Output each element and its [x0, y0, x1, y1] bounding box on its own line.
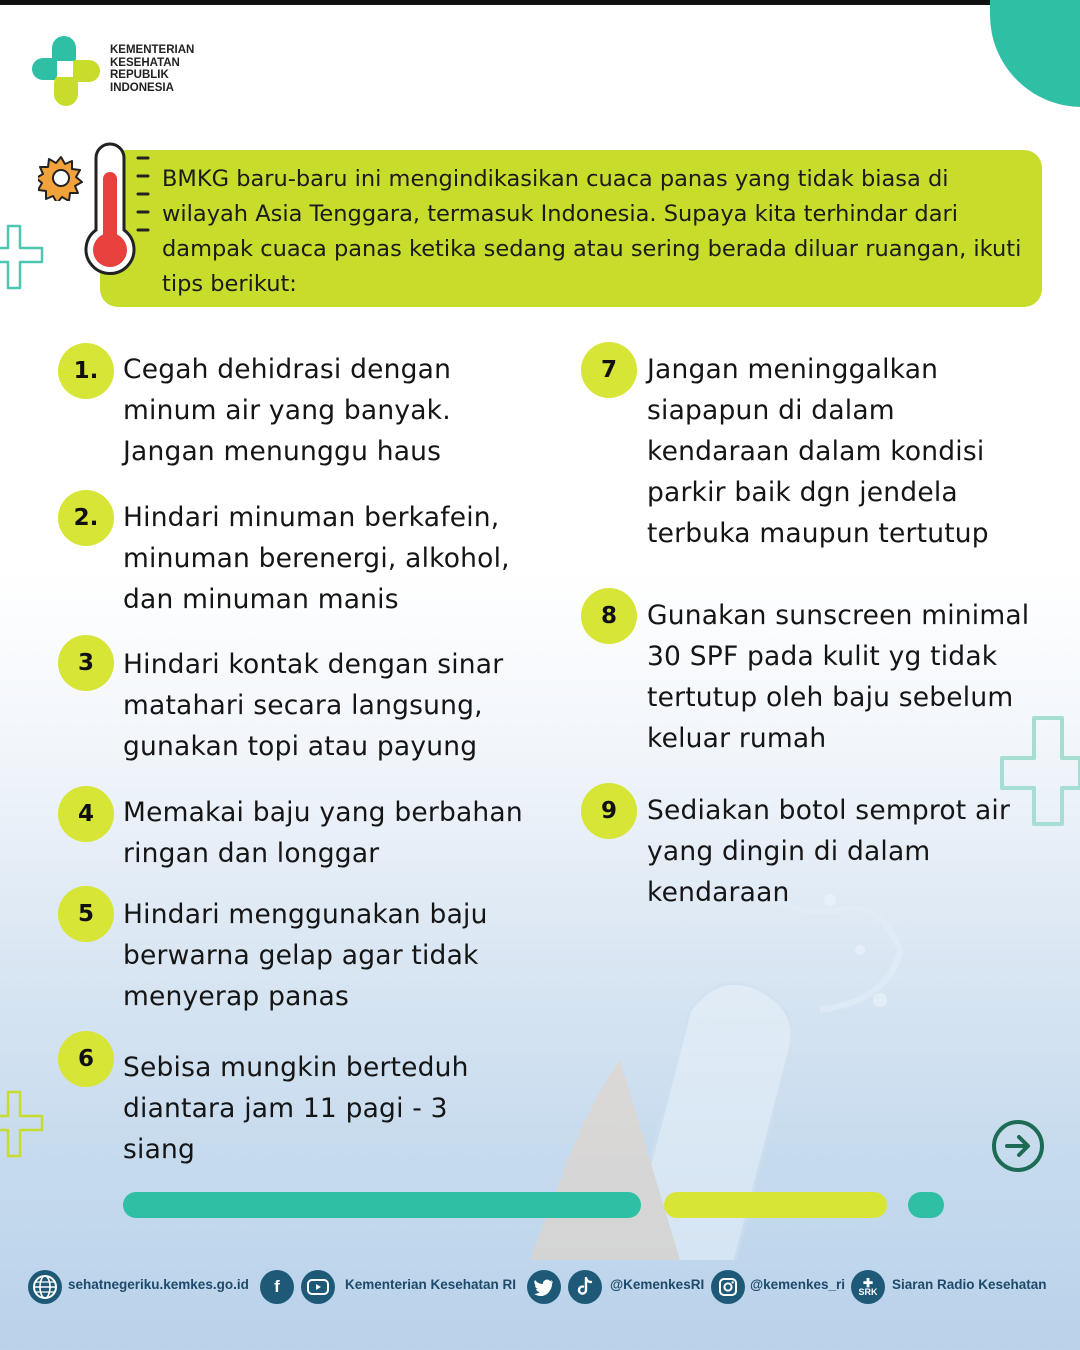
instagram-handle[interactable]: @kemenkes_ri	[750, 1277, 845, 1292]
tip-text: Gunakan sunscreen minimal 30 SPF pada kulit yg tidak tertutup oleh baju sebelum keluar rumah	[647, 600, 1030, 754]
logo-line: KESEHATAN	[110, 56, 180, 69]
slide-indicator-current[interactable]	[123, 1192, 641, 1218]
tip-text: Memakai baju yang berbahan ringan dan longgar	[123, 797, 523, 869]
sun-icon	[38, 155, 84, 201]
footer	[0, 1262, 1080, 1312]
tip-text: Cegah dehidrasi dengan minum air yang banyak. Jangan menunggu haus	[123, 354, 452, 467]
logo-line: KEMENTERIAN	[110, 44, 195, 56]
youtube-channel-link[interactable]: Kementerian Kesehatan RI	[345, 1277, 517, 1292]
facebook-icon[interactable]: f	[260, 1270, 294, 1304]
tip-text: Sediakan botol semprot air yang dingin di dalam kendaraan	[647, 795, 1011, 908]
tip-number-badge: 9	[581, 783, 637, 839]
radio-plus-glyph: ✚	[862, 1275, 874, 1290]
youtube-icon[interactable]	[301, 1270, 335, 1304]
thermometer-icon	[82, 142, 152, 282]
tip-number-badge: 3	[58, 635, 114, 691]
tip-number-badge: 6	[58, 1031, 114, 1087]
slide-indicator[interactable]	[664, 1192, 887, 1218]
instagram-icon[interactable]	[711, 1270, 745, 1304]
radio-link[interactable]: Siaran Radio Kesehatan	[892, 1277, 1047, 1292]
tip-text: Sebisa mungkin berteduh diantara jam 11 pagi - 3 siang	[123, 1052, 469, 1165]
tip-number-badge: 4	[58, 786, 114, 842]
tip-text: Jangan meninggalkan siapapun di dalam kendaraan dalam kondisi parkir baik dgn jendela terbuka maupun tertutup	[647, 354, 989, 549]
tip-number-badge: 1.	[58, 343, 114, 399]
twitter-icon[interactable]	[527, 1270, 561, 1304]
logo-line: INDONESIA	[110, 81, 174, 94]
logo-line: REPUBLIK	[110, 69, 169, 81]
plus-outline-icon	[0, 1088, 56, 1160]
decorative-quarter-circle	[990, 0, 1080, 107]
radio-srk-icon[interactable]	[851, 1270, 885, 1304]
tip-number-badge: 7	[581, 342, 637, 398]
website-link[interactable]: sehatnegeriku.kemkes.go.id	[68, 1277, 249, 1292]
kemenkes-logo	[30, 34, 102, 108]
tip-number-badge: 8	[581, 588, 637, 644]
top-border	[0, 0, 1080, 5]
intro-text: BMKG baru-baru ini mengindikasikan cuaca panas yang tidak biasa di wilayah Asia Tenggara, termasuk Indonesia. Supaya kita terhindar dari dampak cuaca panas ketika sedang atau sering berada diluar ruangan, ikuti tips berikut:	[162, 166, 1022, 297]
globe-icon[interactable]	[28, 1270, 62, 1304]
slide-indicator[interactable]	[908, 1192, 944, 1218]
tip-text: Hindari kontak dengan sinar matahari secara langsung, gunakan topi atau payung	[123, 649, 504, 762]
tip-number-badge: 5	[58, 886, 114, 942]
plus-outline-icon	[0, 222, 56, 292]
tip-text: Hindari minuman berkafein, minuman berenergi, alkohol, dan minuman manis	[123, 502, 510, 615]
tip-text: Hindari menggunakan baju berwarna gelap agar tidak menyerap panas	[123, 899, 488, 1012]
arrow-right-icon[interactable]	[990, 1118, 1046, 1174]
twitter-handle[interactable]: @KemenkesRI	[610, 1277, 705, 1292]
logo-wordmark	[110, 44, 194, 94]
tiktok-icon[interactable]	[568, 1270, 602, 1304]
tip-number-badge: 2.	[58, 490, 114, 546]
radio-badge-label: SRK	[858, 1286, 878, 1297]
